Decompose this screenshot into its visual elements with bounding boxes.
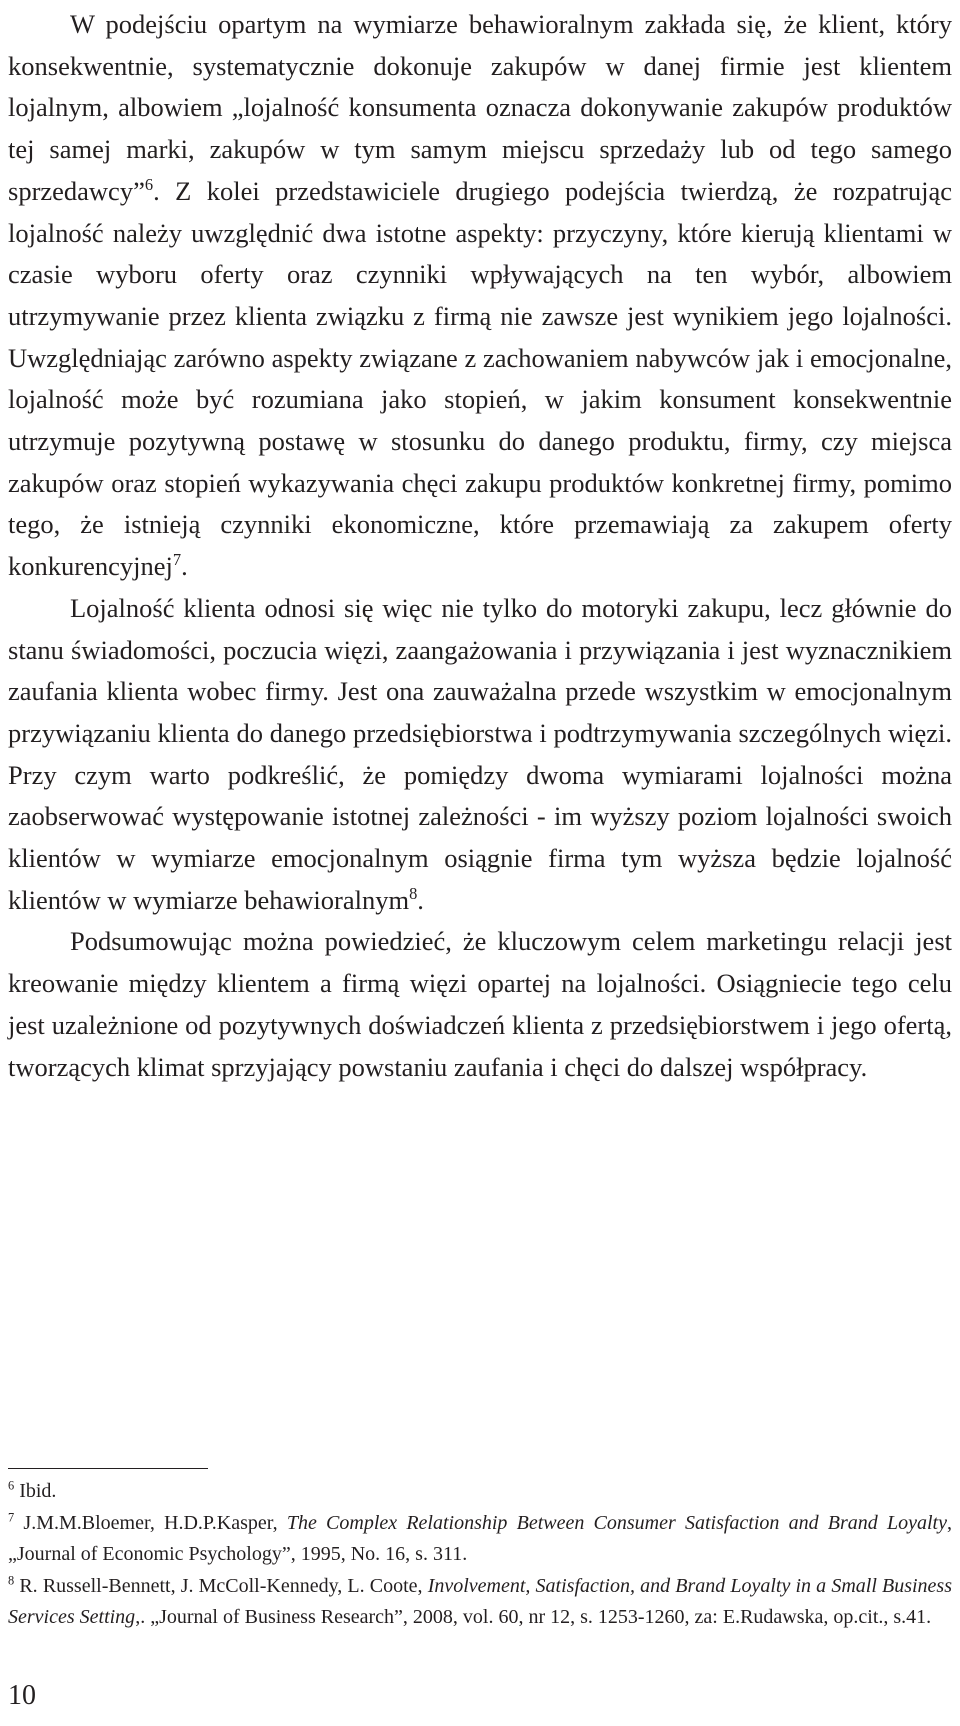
text-run: . [417,884,424,915]
citation-title: Involvement, Satisfaction, and Brand Loyalty in a Small Business Services Setting [8,1574,953,1628]
page-number: 10 [8,1680,36,1711]
footnote [8,1476,952,1508]
footnote-number: 6 [8,1478,15,1493]
footnote [8,1571,952,1634]
text-run: R. Russell-Bennett, J. McColl-Kennedy, L. Coote, [19,1574,428,1597]
text-run: J.M.M.Bloemer, H.D.P.Kasper, [23,1511,287,1534]
text-run: Ibid. [19,1480,57,1502]
footnote-separator [8,1468,208,1469]
footnotes [8,1476,952,1634]
paragraph [8,921,952,1088]
footnote [8,1508,952,1571]
footnote-reference: 7 [172,550,182,570]
text-run: , „Journal of Economic Psychology”, 1995, No. 16, s. 311. [8,1511,952,1565]
paragraph [8,4,952,588]
footnote-reference: 6 [144,174,154,194]
text-run: Lojalność klienta odnosi się więc nie tylko do motoryki zakupu, lecz głównie do stanu świadomości, poczucia więzi, zaangażowania i przywiązania i jest wyznacznikiem zaufania klienta wobec firmy. Jest ona zauważalna przede wszystkim w emocjonalnym przywiązaniu klienta do danego przedsiębiorstwa i podtrzymywania szczególnych więzi. Przy czym warto podkreślić, że pomiędzy dwoma wymiarami lojalności można zaobserwować występowanie istotnej zależności - im wyższy poziom lojalności swoich klientów w wymiarze emocjonalnym osiągnie firma tym wyższa będzie lojalność klientów w wymiarze behawioralnym [8,592,952,915]
text-run: . [181,551,188,582]
citation-title: The Complex Relationship Between Consumer Satisfaction and Brand Loyalty [286,1511,947,1534]
text-run: W podejściu opartym na wymiarze behawioralnym zakłada się, że klient, który konsekwentnie, systematycznie dokonuje zakupów w danej firmie jest klientem lojalnym, albowiem „lojalność konsumenta oznacza dokonywanie zakupów produktów tej samej marki, zakupów w tym samym miejscu sprzedaży lub od tego samego sprzedawcy” [8,9,952,206]
body-text [8,4,952,1088]
text-run: ,. „Journal of Business Research”, 2008, vol. 60, nr 12, s. 1253-1260, za: E.Rudawska, op.cit., s.41. [135,1606,932,1628]
text-run: . Z kolei przedstawiciele drugiego podejścia twierdzą, że rozpatrując lojalność należy uwzględnić dwa istotne aspekty: przyczyny, które kierują klientami w czasie wyboru oferty oraz czynniki wpływających na ten wybór, albowiem utrzymywanie przez klienta związku z firmą nie zawsze jest wynikiem jego lojalności. Uwzględniając zarówno aspekty związane z zachowaniem nabywców jak i emocjonalne, lojalność może być rozumiana jako stopień, w jakim konsument konsekwentnie utrzymuje pozytywną postawę w stosunku do danego produktu, firmy, czy miejsca zakupów oraz stopień wykazywania chęci zakupu produktów konkretnej firmy, pomimo tego, że istnieją czynniki ekonomiczne, które przemawiają za zakupem oferty konkurencyjnej [8,175,952,582]
footnote-number: 7 [8,1509,15,1524]
footnote-reference: 8 [409,883,418,903]
text-run: Podsumowując można powiedzieć, że kluczowym celem marketingu relacji jest kreowanie między klientem a firmą więzi opartej na lojalności. Osiągniecie tego celu jest uzależnione od pozytywnych doświadczeń klienta z przedsiębiorstwem i jego ofertą, tworzących klimat sprzyjający powstaniu zaufania i chęci do dalszej współpracy. [8,926,952,1082]
paragraph [8,588,952,922]
footnote-number: 8 [8,1572,15,1587]
